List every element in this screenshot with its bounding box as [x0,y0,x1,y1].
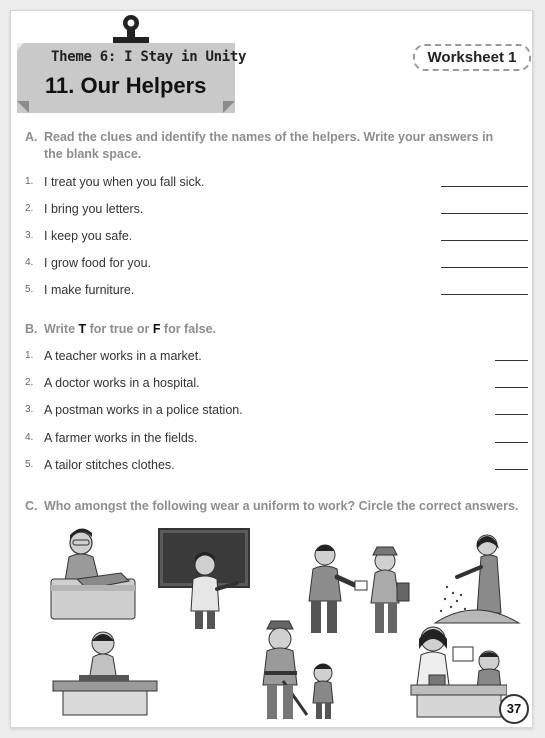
section-b-instruction: B. Write T for true or F for false. [25,322,217,336]
answer-blank[interactable] [495,360,528,361]
theme-label: Theme 6: I Stay in Unity [51,49,247,65]
answer-blank[interactable] [441,186,528,187]
answer-blank[interactable] [441,294,528,295]
page-title: 11. Our Helpers [45,73,207,98]
answer-blank[interactable] [495,387,528,388]
section-a-instruction-line2: the blank space. [44,147,142,161]
farmer-illustration[interactable] [427,527,525,631]
answer-blank[interactable] [441,213,528,214]
section-a-letter: A. [25,130,38,144]
banner-fold-right [223,101,235,113]
tailor-illustration[interactable] [47,523,139,627]
worksheet-page: Theme 6: I Stay in Unity 11. Our Helpers Worksheet 1 A. Read the clues and identify the names of the helpers. Write your answers in the blank space. 1. I treat you when you fall sick. 2. I bring you letters. 3. I keep you safe. 4. I grow food for you. 5. I make furniture. B. Write T for true or F for false. 1. A teacher works in a market. 2. A doctor works in a hospital. 3. A postman works in a police station. 4. A farmer works in the fields. 5. A tailor stitches clothes. C. Who amongst the following wear a uniform to work? Circle the correct answers. 37 [10,10,533,728]
carpenter-illustration[interactable] [49,627,161,721]
answer-blank[interactable] [441,267,528,268]
answer-blank[interactable] [495,469,528,470]
section-b-letter: B. [25,322,38,336]
worksheet-badge: Worksheet 1 [413,44,531,71]
doctor-illustration[interactable] [409,619,507,723]
banner-fold-left [17,101,29,113]
police-officer-illustration[interactable] [237,615,341,723]
answer-blank[interactable] [495,414,528,415]
answer-blank[interactable] [495,442,528,443]
section-a-instruction [25,129,525,165]
answer-blank[interactable] [441,240,528,241]
section-c-instruction: C. Who amongst the following wear a uniform to work? Circle the correct answers. [25,499,519,513]
page-number: 37 [499,694,529,724]
section-c-letter: C. [25,499,38,513]
section-a-instruction-line1: Read the clues and identify the names of the helpers. Write your answers in [44,130,494,144]
